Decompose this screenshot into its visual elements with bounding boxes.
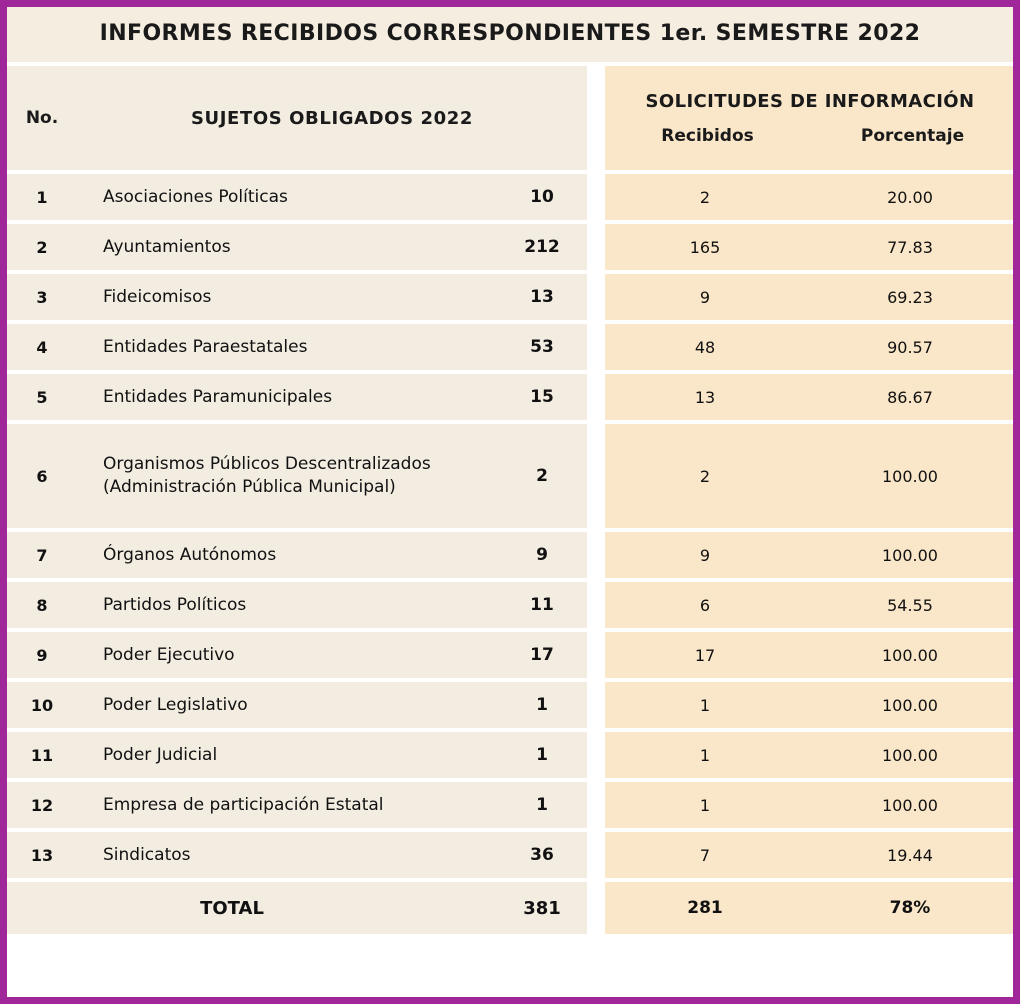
row-no: 3 xyxy=(7,274,77,320)
row-no: 1 xyxy=(7,174,77,220)
row-name: Poder Ejecutivo xyxy=(77,632,497,678)
row-received: 2 xyxy=(605,174,805,220)
header-received: Recibidos xyxy=(661,125,754,146)
row-count: 9 xyxy=(497,532,587,578)
total-label: TOTAL xyxy=(7,882,497,934)
row-count: 17 xyxy=(497,632,587,678)
header-no: No. xyxy=(7,66,77,170)
row-percentage: 54.55 xyxy=(805,582,1015,628)
header-requests-title: SOLICITUDES DE INFORMACIÓN xyxy=(645,90,975,112)
row-gap xyxy=(587,532,605,578)
row-count: 36 xyxy=(497,832,587,878)
row-name: Sindicatos xyxy=(77,832,497,878)
row-count: 10 xyxy=(497,174,587,220)
row-name: Organismos Públicos Descentralizados (Administración Pública Municipal) xyxy=(77,424,497,528)
row-gap xyxy=(587,174,605,220)
row-no: 8 xyxy=(7,582,77,628)
table-row xyxy=(7,224,1015,270)
row-no: 7 xyxy=(7,532,77,578)
row-name: Entidades Paraestatales xyxy=(77,324,497,370)
row-percentage: 100.00 xyxy=(805,682,1015,728)
row-count: 1 xyxy=(497,732,587,778)
row-name: Entidades Paramunicipales xyxy=(77,374,497,420)
row-gap xyxy=(587,324,605,370)
table-row xyxy=(7,532,1015,578)
row-percentage: 100.00 xyxy=(805,732,1015,778)
row-count: 53 xyxy=(497,324,587,370)
row-no: 9 xyxy=(7,632,77,678)
row-percentage: 19.44 xyxy=(805,832,1015,878)
table-row xyxy=(7,682,1015,728)
row-count: 11 xyxy=(497,582,587,628)
table-row xyxy=(7,732,1015,778)
total-percentage: 78% xyxy=(805,882,1015,934)
row-no: 11 xyxy=(7,732,77,778)
row-name: Asociaciones Políticas xyxy=(77,174,497,220)
table-row xyxy=(7,782,1015,828)
total-count: 381 xyxy=(497,882,587,934)
row-name: Poder Judicial xyxy=(77,732,497,778)
row-no: 12 xyxy=(7,782,77,828)
row-percentage: 100.00 xyxy=(805,632,1015,678)
row-percentage: 90.57 xyxy=(805,324,1015,370)
row-count: 15 xyxy=(497,374,587,420)
table-row xyxy=(7,374,1015,420)
row-name: Poder Legislativo xyxy=(77,682,497,728)
row-gap xyxy=(587,274,605,320)
table-row xyxy=(7,832,1015,878)
table-row xyxy=(7,324,1015,370)
table-row xyxy=(7,174,1015,220)
table-row xyxy=(7,582,1015,628)
row-count: 2 xyxy=(497,424,587,528)
row-name: Ayuntamientos xyxy=(77,224,497,270)
row-gap xyxy=(587,224,605,270)
row-name: Fideicomisos xyxy=(77,274,497,320)
row-no: 6 xyxy=(7,424,77,528)
row-gap xyxy=(587,424,605,528)
row-received: 2 xyxy=(605,424,805,528)
row-count: 1 xyxy=(497,682,587,728)
header-subjects: SUJETOS OBLIGADOS 2022 xyxy=(77,66,587,170)
row-percentage: 77.83 xyxy=(805,224,1015,270)
row-no: 13 xyxy=(7,832,77,878)
row-name: Partidos Políticos xyxy=(77,582,497,628)
row-no: 2 xyxy=(7,224,77,270)
row-no: 10 xyxy=(7,682,77,728)
header-percentage: Porcentaje xyxy=(860,125,965,146)
row-gap xyxy=(587,782,605,828)
table-total-row xyxy=(7,882,1015,934)
row-received: 165 xyxy=(605,224,805,270)
row-received: 9 xyxy=(605,532,805,578)
row-percentage: 69.23 xyxy=(805,274,1015,320)
row-count: 13 xyxy=(497,274,587,320)
row-count: 212 xyxy=(497,224,587,270)
row-received: 7 xyxy=(605,832,805,878)
header-requests-group xyxy=(605,66,1015,170)
row-no: 4 xyxy=(7,324,77,370)
row-received: 9 xyxy=(605,274,805,320)
page-title: INFORMES RECIBIDOS CORRESPONDIENTES 1er. SEMESTRE 2022 xyxy=(7,7,1013,62)
row-received: 48 xyxy=(605,324,805,370)
row-received: 1 xyxy=(605,782,805,828)
row-received: 1 xyxy=(605,682,805,728)
table-row xyxy=(7,632,1015,678)
row-gap xyxy=(587,582,605,628)
row-percentage: 100.00 xyxy=(805,782,1015,828)
row-gap xyxy=(587,682,605,728)
row-percentage: 100.00 xyxy=(805,424,1015,528)
row-no: 5 xyxy=(7,374,77,420)
total-received: 281 xyxy=(605,882,805,934)
row-gap xyxy=(587,832,605,878)
table-header-row xyxy=(7,66,1015,170)
header-gap xyxy=(587,66,605,170)
row-percentage: 20.00 xyxy=(805,174,1015,220)
row-gap xyxy=(587,374,605,420)
row-name: Órganos Autónomos xyxy=(77,532,497,578)
row-gap xyxy=(587,632,605,678)
row-received: 6 xyxy=(605,582,805,628)
table-row xyxy=(7,424,1015,528)
row-received: 1 xyxy=(605,732,805,778)
table-body xyxy=(7,174,1015,934)
row-received: 13 xyxy=(605,374,805,420)
total-gap xyxy=(587,882,605,934)
table-row xyxy=(7,274,1015,320)
informes-table xyxy=(7,62,1015,938)
row-percentage: 100.00 xyxy=(805,532,1015,578)
row-count: 1 xyxy=(497,782,587,828)
row-gap xyxy=(587,732,605,778)
row-name: Empresa de participación Estatal xyxy=(77,782,497,828)
row-received: 17 xyxy=(605,632,805,678)
row-percentage: 86.67 xyxy=(805,374,1015,420)
